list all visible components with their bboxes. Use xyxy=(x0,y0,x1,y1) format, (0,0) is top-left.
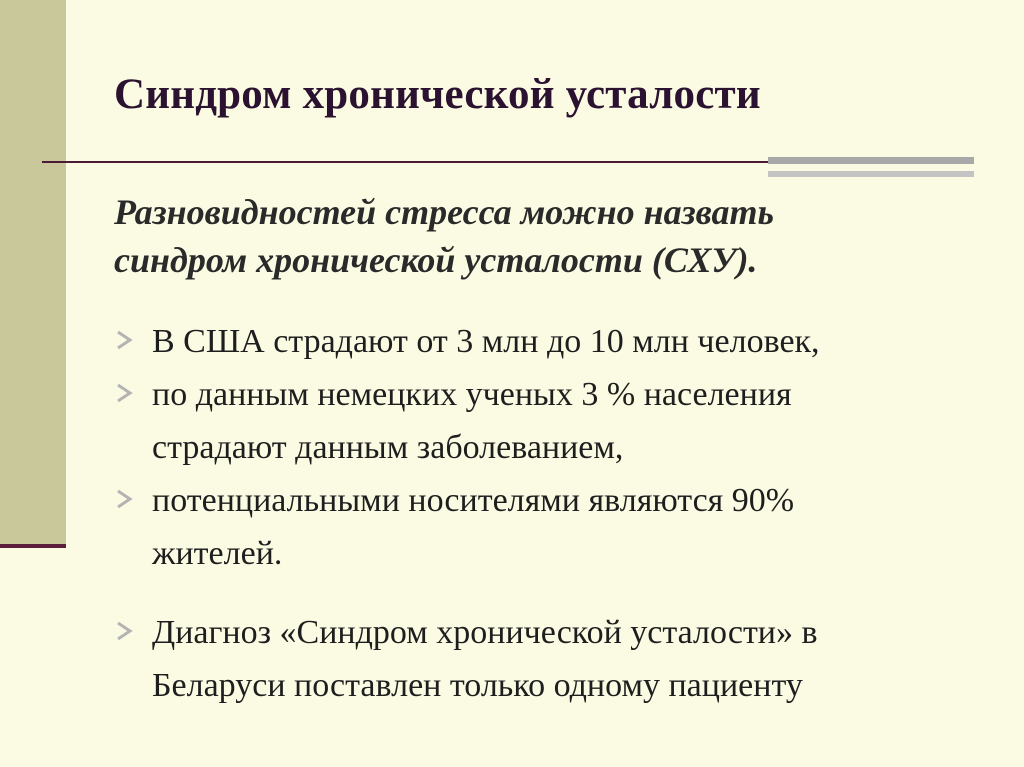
chevron-right-icon xyxy=(114,368,140,421)
bullet-text: потенциальными носителями являются 90% xyxy=(152,482,795,519)
sidebar-decoration xyxy=(0,0,66,546)
bullet-text: страдают данным заболеванием, xyxy=(152,429,624,466)
lead-line: синдром хронической усталости (СХУ). xyxy=(114,240,758,280)
bullet-item xyxy=(114,474,994,580)
title-accent-bar-bottom xyxy=(768,171,974,177)
chevron-right-icon xyxy=(114,474,140,527)
bullet-item xyxy=(114,606,994,712)
bullet-item xyxy=(114,315,994,368)
bullet-text: по данным немецких ученых 3 % населения xyxy=(152,376,792,413)
bullet-text: жителей. xyxy=(152,535,283,572)
bullet-item xyxy=(114,368,994,474)
bullet-list xyxy=(114,315,994,712)
lead-line: Разновидностей стресса можно назвать xyxy=(114,192,774,232)
title-divider xyxy=(42,161,768,163)
slide-title: Синдром хронической усталости xyxy=(114,71,761,118)
bullet-text: Диагноз «Синдром хронической усталости» в xyxy=(152,614,818,651)
title-accent-bar-top xyxy=(768,157,974,164)
bullet-text: В США страдают от 3 млн до 10 млн человек, xyxy=(152,323,820,360)
bullet-text: Беларуси поставлен только одному пациенту xyxy=(152,667,803,704)
sidebar-underline xyxy=(0,544,66,548)
chevron-right-icon xyxy=(114,606,140,659)
chevron-right-icon xyxy=(114,315,140,368)
lead-text xyxy=(114,188,974,284)
